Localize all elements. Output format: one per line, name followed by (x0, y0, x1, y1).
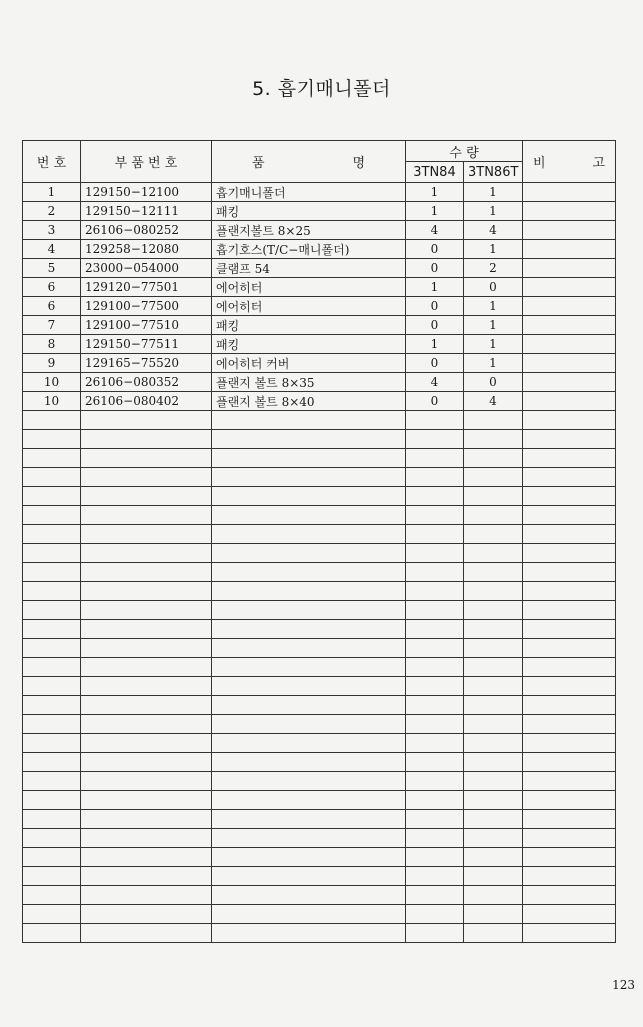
header-remark (523, 141, 616, 183)
cell-qty-b-empty (464, 924, 523, 943)
cell-qty-b-empty (464, 772, 523, 791)
cell-name: 플랜지볼트 8×25 (212, 221, 406, 240)
cell-remark (523, 335, 616, 354)
cell-remark-empty (523, 734, 616, 753)
cell-part-no-empty (81, 886, 212, 905)
cell-no-empty (23, 620, 81, 639)
cell-qty-a-empty (406, 905, 464, 924)
cell-qty-a-empty (406, 867, 464, 886)
header-remark-right: 고 (592, 156, 605, 171)
cell-qty-b-empty (464, 867, 523, 886)
cell-name: 에어히터 (212, 297, 406, 316)
cell-name-empty (212, 582, 406, 601)
cell-no-empty (23, 430, 81, 449)
cell-qty-b: 4 (464, 221, 523, 240)
cell-name-empty (212, 677, 406, 696)
cell-no: 10 (23, 373, 81, 392)
cell-no: 10 (23, 392, 81, 411)
cell-remark (523, 221, 616, 240)
cell-no-empty (23, 924, 81, 943)
cell-no-empty (23, 848, 81, 867)
cell-remark-empty (523, 753, 616, 772)
cell-remark (523, 202, 616, 221)
cell-qty-a-empty (406, 487, 464, 506)
parts-table-body (23, 183, 616, 943)
cell-remark-empty (523, 639, 616, 658)
cell-remark-empty (523, 620, 616, 639)
cell-part-no: 129100−77510 (81, 316, 212, 335)
cell-remark (523, 392, 616, 411)
cell-name-empty (212, 601, 406, 620)
cell-qty-b-empty (464, 449, 523, 468)
cell-remark (523, 183, 616, 202)
cell-part-no-empty (81, 867, 212, 886)
cell-no: 8 (23, 335, 81, 354)
header-name (212, 141, 406, 183)
table-row (23, 221, 616, 240)
header-no: 번 호 (23, 141, 81, 183)
cell-part-no-empty (81, 563, 212, 582)
cell-name-empty (212, 772, 406, 791)
cell-part-no-empty (81, 411, 212, 430)
cell-qty-a-empty (406, 734, 464, 753)
cell-qty-b-empty (464, 696, 523, 715)
empty-row (23, 430, 616, 449)
cell-name-empty (212, 506, 406, 525)
cell-no-empty (23, 734, 81, 753)
table-row (23, 373, 616, 392)
cell-qty-a-empty (406, 791, 464, 810)
cell-qty-b-empty (464, 582, 523, 601)
empty-row (23, 639, 616, 658)
cell-qty-a-empty (406, 886, 464, 905)
cell-qty-a-empty (406, 601, 464, 620)
cell-qty-b: 1 (464, 297, 523, 316)
cell-remark-empty (523, 867, 616, 886)
cell-name-empty (212, 449, 406, 468)
cell-qty-a: 4 (406, 373, 464, 392)
cell-no: 5 (23, 259, 81, 278)
cell-remark (523, 354, 616, 373)
cell-no-empty (23, 487, 81, 506)
cell-remark (523, 240, 616, 259)
cell-qty-a-empty (406, 468, 464, 487)
cell-no-empty (23, 544, 81, 563)
cell-qty-a-empty (406, 544, 464, 563)
cell-qty-b: 4 (464, 392, 523, 411)
cell-part-no-empty (81, 810, 212, 829)
cell-qty-b-empty (464, 601, 523, 620)
cell-remark-empty (523, 848, 616, 867)
page-number: 123 (612, 978, 635, 992)
cell-part-no-empty (81, 696, 212, 715)
cell-part-no: 26106−080352 (81, 373, 212, 392)
cell-qty-b-empty (464, 411, 523, 430)
cell-no-empty (23, 696, 81, 715)
cell-part-no-empty (81, 715, 212, 734)
cell-name-empty (212, 430, 406, 449)
cell-no: 6 (23, 297, 81, 316)
cell-qty-b-empty (464, 620, 523, 639)
cell-qty-a-empty (406, 620, 464, 639)
cell-part-no-empty (81, 430, 212, 449)
cell-qty-a-empty (406, 715, 464, 734)
cell-remark-empty (523, 715, 616, 734)
cell-qty-b: 1 (464, 354, 523, 373)
cell-part-no-empty (81, 829, 212, 848)
cell-no: 2 (23, 202, 81, 221)
cell-remark (523, 316, 616, 335)
cell-remark-empty (523, 658, 616, 677)
cell-qty-a-empty (406, 848, 464, 867)
cell-name-empty (212, 658, 406, 677)
empty-row (23, 753, 616, 772)
cell-qty-a-empty (406, 525, 464, 544)
cell-name-empty (212, 696, 406, 715)
cell-qty-b: 1 (464, 240, 523, 259)
cell-qty-a: 0 (406, 297, 464, 316)
cell-part-no-empty (81, 924, 212, 943)
cell-qty-a: 0 (406, 392, 464, 411)
empty-row (23, 468, 616, 487)
cell-name-empty (212, 829, 406, 848)
empty-row (23, 772, 616, 791)
cell-name-empty (212, 411, 406, 430)
cell-qty-a-empty (406, 696, 464, 715)
cell-qty-b: 0 (464, 278, 523, 297)
cell-part-no-empty (81, 753, 212, 772)
cell-remark-empty (523, 601, 616, 620)
empty-row (23, 905, 616, 924)
cell-part-no: 129165−75520 (81, 354, 212, 373)
cell-name-empty (212, 544, 406, 563)
empty-row (23, 506, 616, 525)
empty-row (23, 677, 616, 696)
cell-remark-empty (523, 677, 616, 696)
cell-qty-a-empty (406, 829, 464, 848)
cell-no: 3 (23, 221, 81, 240)
cell-no-empty (23, 791, 81, 810)
table-row (23, 278, 616, 297)
cell-remark-empty (523, 905, 616, 924)
cell-qty-a-empty (406, 924, 464, 943)
cell-part-no-empty (81, 791, 212, 810)
header-part-no: 부 품 번 호 (81, 141, 212, 183)
empty-row (23, 886, 616, 905)
cell-remark-empty (523, 563, 616, 582)
cell-part-no-empty (81, 601, 212, 620)
cell-no-empty (23, 601, 81, 620)
cell-qty-a-empty (406, 772, 464, 791)
cell-remark-empty (523, 886, 616, 905)
cell-qty-b: 1 (464, 183, 523, 202)
cell-name-empty (212, 620, 406, 639)
cell-qty-a-empty (406, 506, 464, 525)
cell-qty-b: 1 (464, 335, 523, 354)
cell-part-no-empty (81, 772, 212, 791)
cell-qty-b-empty (464, 886, 523, 905)
cell-no-empty (23, 772, 81, 791)
cell-qty-b-empty (464, 715, 523, 734)
cell-part-no-empty (81, 582, 212, 601)
cell-qty-b-empty (464, 791, 523, 810)
cell-part-no-empty (81, 658, 212, 677)
cell-qty-a-empty (406, 639, 464, 658)
table-row (23, 297, 616, 316)
empty-row (23, 525, 616, 544)
cell-qty-a-empty (406, 563, 464, 582)
cell-no-empty (23, 468, 81, 487)
cell-no-empty (23, 715, 81, 734)
cell-qty-a-empty (406, 753, 464, 772)
cell-qty-b: 1 (464, 316, 523, 335)
header-remark-left: 비 (533, 156, 546, 171)
cell-part-no-empty (81, 677, 212, 696)
cell-name: 에어히터 커버 (212, 354, 406, 373)
cell-name: 패킹 (212, 335, 406, 354)
cell-part-no: 26106−080402 (81, 392, 212, 411)
cell-remark-empty (523, 544, 616, 563)
cell-remark (523, 278, 616, 297)
cell-remark-empty (523, 696, 616, 715)
cell-part-no-empty (81, 848, 212, 867)
table-row (23, 240, 616, 259)
empty-row (23, 867, 616, 886)
empty-row (23, 791, 616, 810)
cell-remark-empty (523, 924, 616, 943)
cell-name-empty (212, 810, 406, 829)
cell-name-empty (212, 905, 406, 924)
cell-name-empty (212, 525, 406, 544)
cell-part-no: 129120−77501 (81, 278, 212, 297)
cell-qty-a: 0 (406, 240, 464, 259)
table-row (23, 392, 616, 411)
cell-no-empty (23, 886, 81, 905)
empty-row (23, 449, 616, 468)
cell-name: 플랜지 볼트 8×40 (212, 392, 406, 411)
cell-part-no-empty (81, 525, 212, 544)
cell-qty-b-empty (464, 430, 523, 449)
cell-qty-b-empty (464, 506, 523, 525)
table-row (23, 316, 616, 335)
empty-row (23, 829, 616, 848)
cell-part-no-empty (81, 449, 212, 468)
cell-remark (523, 297, 616, 316)
cell-part-no: 26106−080252 (81, 221, 212, 240)
cell-qty-a: 1 (406, 202, 464, 221)
cell-remark-empty (523, 411, 616, 430)
cell-remark (523, 259, 616, 278)
cell-name: 패킹 (212, 316, 406, 335)
cell-no-empty (23, 867, 81, 886)
cell-name-empty (212, 753, 406, 772)
cell-name-empty (212, 867, 406, 886)
cell-part-no-empty (81, 639, 212, 658)
cell-part-no-empty (81, 506, 212, 525)
table-row (23, 183, 616, 202)
cell-part-no-empty (81, 734, 212, 753)
cell-qty-b-empty (464, 639, 523, 658)
empty-row (23, 658, 616, 677)
table-row (23, 202, 616, 221)
empty-row (23, 924, 616, 943)
cell-no-empty (23, 639, 81, 658)
table-row (23, 354, 616, 373)
cell-qty-b-empty (464, 544, 523, 563)
cell-name: 에어히터 (212, 278, 406, 297)
cell-name-empty (212, 848, 406, 867)
cell-qty-b-empty (464, 468, 523, 487)
cell-qty-a-empty (406, 658, 464, 677)
cell-part-no: 129100−77500 (81, 297, 212, 316)
cell-remark-empty (523, 582, 616, 601)
cell-qty-b-empty (464, 563, 523, 582)
cell-name-empty (212, 487, 406, 506)
cell-qty-b-empty (464, 905, 523, 924)
cell-no-empty (23, 677, 81, 696)
cell-qty-a-empty (406, 582, 464, 601)
cell-name: 플랜지 볼트 8×35 (212, 373, 406, 392)
cell-name-empty (212, 734, 406, 753)
cell-no-empty (23, 829, 81, 848)
cell-qty-b: 2 (464, 259, 523, 278)
cell-name-empty (212, 563, 406, 582)
cell-part-no-empty (81, 468, 212, 487)
cell-qty-b: 0 (464, 373, 523, 392)
cell-remark-empty (523, 525, 616, 544)
cell-name-empty (212, 715, 406, 734)
cell-remark-empty (523, 487, 616, 506)
cell-part-no-empty (81, 620, 212, 639)
cell-no: 9 (23, 354, 81, 373)
cell-no: 7 (23, 316, 81, 335)
cell-no-empty (23, 810, 81, 829)
cell-qty-a: 0 (406, 316, 464, 335)
cell-no-empty (23, 582, 81, 601)
cell-part-no: 129258−12080 (81, 240, 212, 259)
empty-row (23, 544, 616, 563)
cell-part-no-empty (81, 905, 212, 924)
cell-remark-empty (523, 810, 616, 829)
cell-qty-b-empty (464, 525, 523, 544)
cell-qty-b-empty (464, 753, 523, 772)
header-model-a: 3TN84 (406, 162, 464, 183)
cell-qty-a: 4 (406, 221, 464, 240)
cell-name-empty (212, 468, 406, 487)
cell-qty-a-empty (406, 677, 464, 696)
empty-row (23, 487, 616, 506)
cell-remark-empty (523, 506, 616, 525)
cell-qty-a: 1 (406, 335, 464, 354)
empty-row (23, 810, 616, 829)
cell-part-no: 129150−12100 (81, 183, 212, 202)
cell-name: 흡기호스(T/C−매니폴더) (212, 240, 406, 259)
cell-no-empty (23, 563, 81, 582)
cell-no: 4 (23, 240, 81, 259)
empty-row (23, 848, 616, 867)
cell-qty-a-empty (406, 430, 464, 449)
table-row (23, 259, 616, 278)
cell-no-empty (23, 449, 81, 468)
cell-no-empty (23, 905, 81, 924)
cell-qty-a-empty (406, 810, 464, 829)
cell-no: 1 (23, 183, 81, 202)
cell-part-no: 129150−77511 (81, 335, 212, 354)
cell-qty-a: 1 (406, 278, 464, 297)
page-title: 5. 흡기매니폴더 (252, 78, 391, 100)
empty-row (23, 696, 616, 715)
header-name-right: 명 (352, 156, 365, 171)
cell-qty-b-empty (464, 734, 523, 753)
cell-name: 패킹 (212, 202, 406, 221)
cell-remark-empty (523, 772, 616, 791)
header-model-b: 3TN86T (464, 162, 523, 183)
empty-row (23, 734, 616, 753)
header-qty: 수 량 (406, 141, 523, 162)
header-name-left: 품 (252, 156, 265, 171)
empty-row (23, 563, 616, 582)
cell-qty-b-empty (464, 658, 523, 677)
cell-qty-b-empty (464, 677, 523, 696)
cell-qty-a-empty (406, 449, 464, 468)
cell-part-no: 129150−12111 (81, 202, 212, 221)
cell-qty-a-empty (406, 411, 464, 430)
cell-name-empty (212, 791, 406, 810)
empty-row (23, 411, 616, 430)
cell-qty-b-empty (464, 810, 523, 829)
cell-part-no-empty (81, 487, 212, 506)
empty-row (23, 601, 616, 620)
cell-qty-a: 1 (406, 183, 464, 202)
cell-no-empty (23, 525, 81, 544)
cell-qty-b-empty (464, 829, 523, 848)
table-row (23, 335, 616, 354)
parts-table (22, 140, 616, 943)
cell-no-empty (23, 658, 81, 677)
cell-no: 6 (23, 278, 81, 297)
cell-name: 흡기매니폴더 (212, 183, 406, 202)
cell-remark-empty (523, 791, 616, 810)
empty-row (23, 582, 616, 601)
cell-remark-empty (523, 829, 616, 848)
cell-part-no: 23000−054000 (81, 259, 212, 278)
cell-qty-b-empty (464, 848, 523, 867)
cell-part-no-empty (81, 544, 212, 563)
cell-name: 클램프 54 (212, 259, 406, 278)
cell-qty-b-empty (464, 487, 523, 506)
cell-name-empty (212, 639, 406, 658)
cell-name-empty (212, 924, 406, 943)
cell-no-empty (23, 411, 81, 430)
cell-remark-empty (523, 430, 616, 449)
cell-remark (523, 373, 616, 392)
cell-remark-empty (523, 449, 616, 468)
cell-name-empty (212, 886, 406, 905)
cell-no-empty (23, 753, 81, 772)
empty-row (23, 715, 616, 734)
cell-no-empty (23, 506, 81, 525)
cell-qty-a: 0 (406, 354, 464, 373)
empty-row (23, 620, 616, 639)
cell-qty-a: 0 (406, 259, 464, 278)
cell-qty-b: 1 (464, 202, 523, 221)
cell-remark-empty (523, 468, 616, 487)
